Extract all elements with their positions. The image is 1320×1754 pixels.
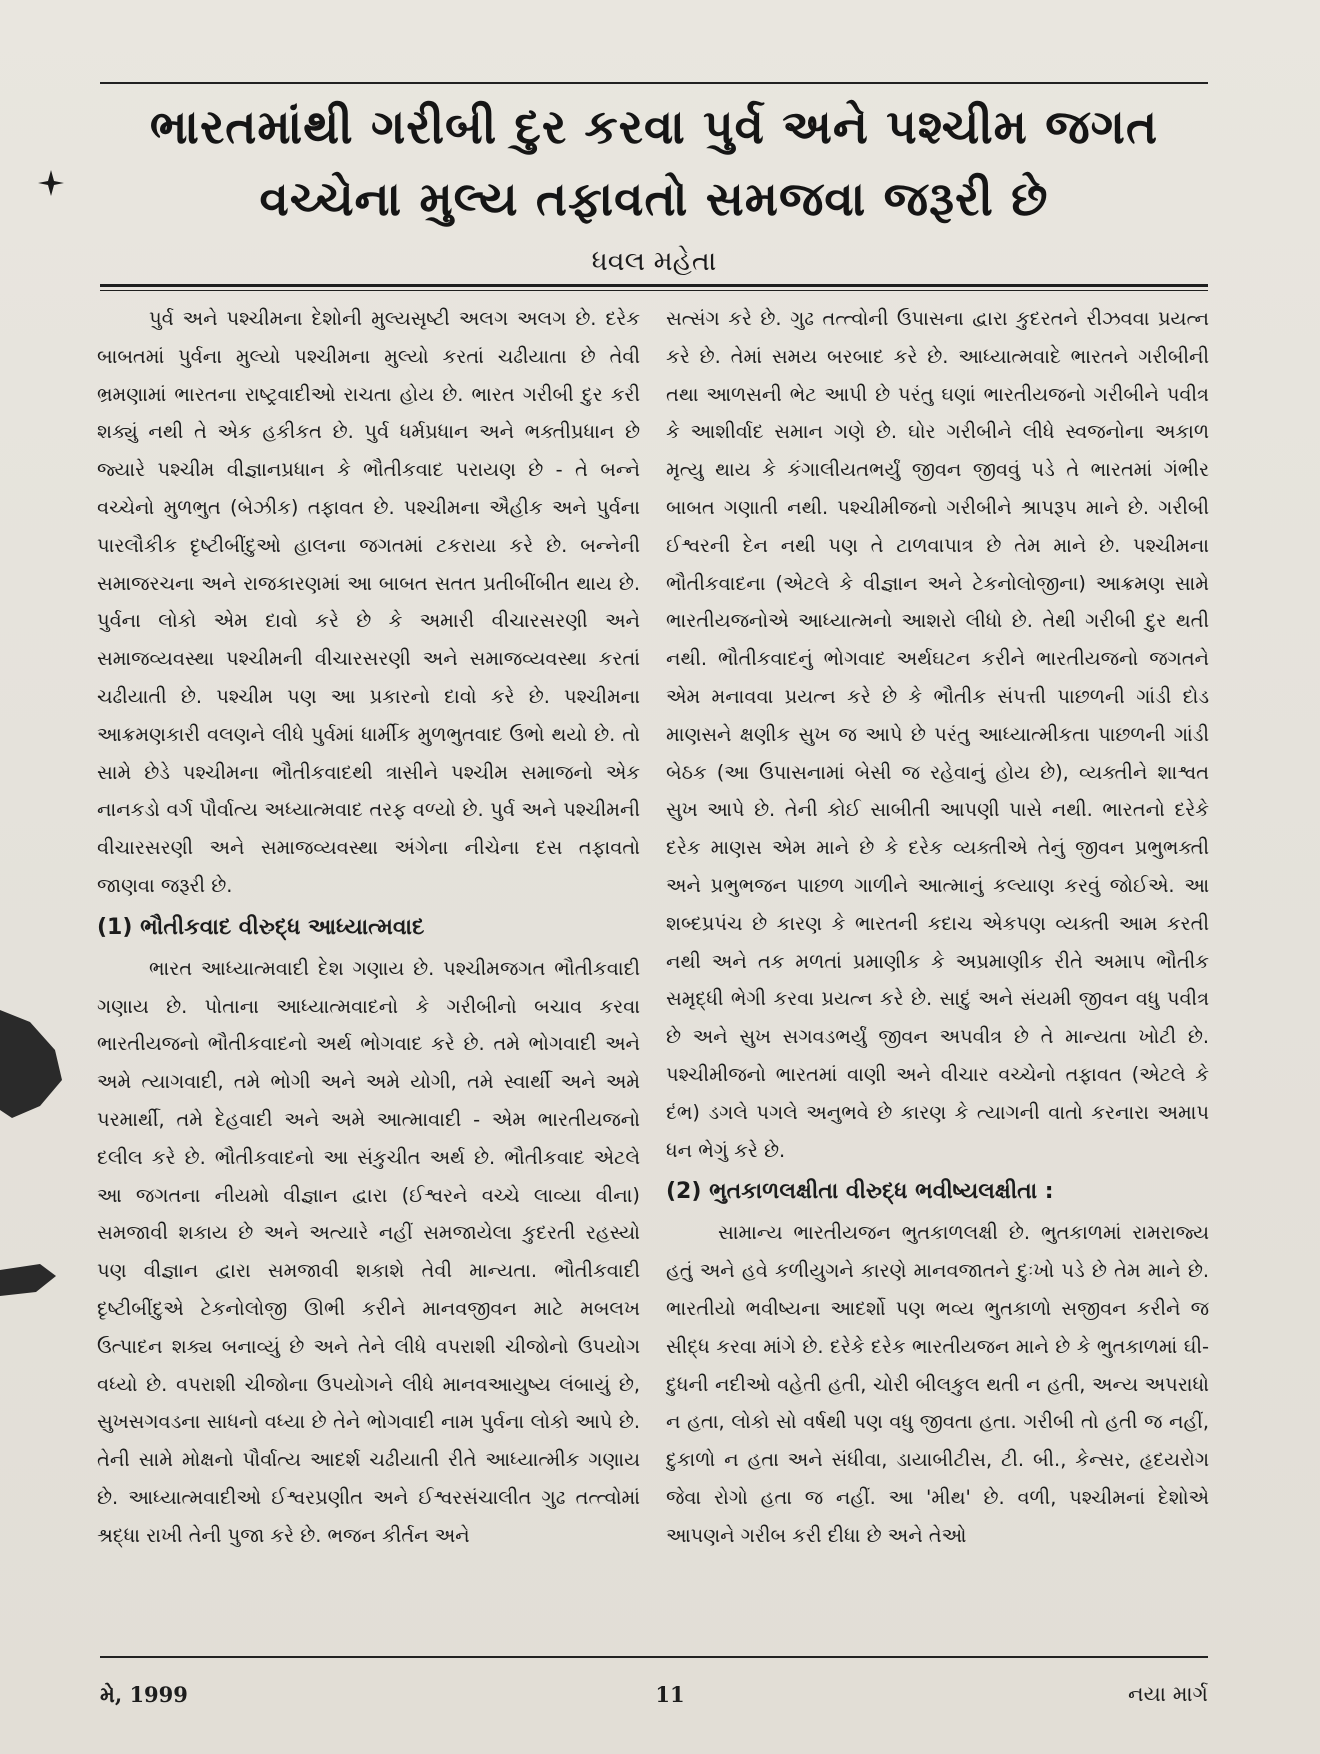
title-line-2: વચ્ચેના મુલ્ય તફાવતો સમજવા જરૂરી છે [259, 172, 1049, 227]
intro-paragraph: પુર્વ અને પશ્ચીમના દેશોની મુલ્યસૃષ્ટી અલગ અલગ છે. દરેક બાબતમાં પુર્વના મુલ્યો પશ્ચીમના મુલ્યો કરતાં ચઢીયાતા છે તેવી ભ્રમણામાં ભારતના રાષ્ટ્રવાદીઓ રાચતા હોય છે. ભારત ગરીબી દુર કરી શક્યું નથી તે એક હકીકત છે. પુર્વ ધર્મપ્રધાન અને ભક્તીપ્રધાન છે જ્યારે પશ્ચીમ વીજ્ઞાનપ્રધાન કે ભૌતીકવાદ પરાયણ છે - તે બન્ને વચ્ચેનો મુળભુત (બેઝીક) તફાવત છે. પશ્ચીમના ઐહીક અને પુર્વના પારલૌકીક દૃષ્ટીબીંદુઓ હાલના જગતમાં ટકરાયા કરે છે. બન્નેની સમાજરચના અને રાજકારણમાં આ બાબત સતત પ્રતીબીંબીત થાય છે. પુર્વના લોકો એમ દાવો કરે છે કે અમારી વીચારસરણી અને સમાજવ્યવસ્થા પશ્ચીમની વીચારસરણી અને સમાજવ્યવસ્થા કરતાં ચઢીયાતી છે. પશ્ચીમ પણ આ પ્રકારનો દાવો કરે છે. પશ્ચીમના આક્રમણકારી વલણને લીધે પુર્વમાં ધાર્મીક મુળભુતવાદ ઉભો થયો છે. તો સામે છેડે પશ્ચીમના ભૌતીકવાદથી ત્રાસીને પશ્ચીમ સમાજનો એક નાનકડો વર્ગ પૌર્વાત્ય અધ્યાત્મવાદ તરફ વળ્યો છે. પુર્વ અને પશ્ચીમની વીચારસરણી અને સમાજવ્યવસ્થા અંગેના નીચેના દસ તફાવતો જાણવા જરૂરી છે. [97, 307, 640, 897]
issue-date: મે, 1999 [100, 1682, 188, 1707]
page-number: 11 [655, 1682, 685, 1707]
margin-star-icon [36, 168, 66, 198]
header-rule-thin [100, 290, 1208, 291]
left-column [97, 300, 640, 1645]
section-1-paragraph: ભારત આધ્યાત્મવાદી દેશ ગણાય છે. પશ્ચીમજગત ભૌતીકવાદી ગણાય છે. પોતાના આધ્યાત્મવાદનો કે ગરીબીનો બચાવ કરવા ભારતીયજનો ભૌતીકવાદનો અર્થ ભોગવાદ કરે છે. તમે ભોગવાદી અને અમે ત્યાગવાદી, તમે ભોગી અને અમે યોગી, તમે સ્વાર્થી અને અમે પરમાર્થી, તમે દેહવાદી અને અમે આત્માવાદી - એમ ભારતીયજનો દલીલ કરે છે. ભૌતીકવાદનો આ સંકુચીત અર્થ છે. ભૌતીકવાદ એટલે આ જગતના નીયમો વીજ્ઞાન દ્વારા (ઈશ્વરને વચ્ચે લાવ્યા વીના) સમજાવી શકાય છે અને અત્યારે નહીં સમજાયેલા કુદરતી રહસ્યો પણ વીજ્ઞાન દ્વારા સમજાવી શકાશે તેવી માન્યતા. ભૌતીકવાદી દૃષ્ટીબીંદુએ ટેકનોલોજી ઊભી કરીને માનવજીવન માટે મબલખ ઉત્પાદન શક્ય બનાવ્યું છે અને તેને લીધે વપરાશી ચીજોનો ઉપયોગ વધ્યો છે. વપરાશી ચીજોના ઉપયોગને લીધે માનવઆયુષ્ય લંબાયું છે, સુખસગવડના સાધનો વધ્યા છે તેને ભોગવાદી નામ પુર્વના લોકો આપે છે. તેની સામે મોક્ષનો પૌર્વાત્ય આદર્શ ચઢીયાતી રીતે આધ્યાત્મીક ગણાય છે. આધ્યાત્મવાદીઓ ઈશ્વરપ્રણીત અને ઈશ્વરસંચાલીત ગુઢ તત્ત્વોમાં શ્રદ્ધા રાખી તેની પુજા કરે છે. ભજન કીર્તન અને [97, 956, 640, 1547]
footer-rule [100, 1656, 1208, 1658]
paper-tear-mark [0, 1010, 70, 1120]
right-column [666, 300, 1209, 1645]
paper-tear-mark-small [0, 1262, 60, 1302]
continued-paragraph: સત્સંગ કરે છે. ગુઢ તત્ત્વોની ઉપાસના દ્વારા કુદરતને રીઝવવા પ્રયત્ન કરે છે. તેમાં સમય બરબાદ કરે છે. આધ્યાત્મવાદે ભારતને ગરીબીની તથા આળસની ભેટ આપી છે પરંતુ ઘણાં ભારતીયજનો ગરીબીને પવીત્ર કે આશીર્વાદ સમાન ગણે છે. ઘોર ગરીબીને લીધે સ્વજનોના અકાળ મૃત્યુ થાય કે કંગાલીયતભર્યું જીવન જીવવું પડે તે ભારતમાં ગંભીર બાબત ગણાતી નથી. પશ્ચીમીજનો ગરીબીને શ્રાપરૂપ માને છે. ગરીબી ઈશ્વરની દેન નથી પણ તે ટાળવાપાત્ર છે તેમ માને છે. પશ્ચીમના ભૌતીકવાદના (એટલે કે વીજ્ઞાન અને ટેકનોલોજીના) આક્રમણ સામે ભારતીયજનોએ આધ્યાત્મનો આશરો લીધો છે. તેથી ગરીબી દુર થતી નથી. ભૌતીકવાદનું ભોગવાદ અર્થઘટન કરીને ભારતીયજનો જગતને એમ મનાવવા પ્રયત્ન કરે છે કે ભૌતીક સંપત્તી પાછળની ગાંડી દોડ માણસને ક્ષણીક સુખ જ આપે છે પરંતુ આધ્યાત્મીકતા પાછળની ગાંડી બેઠક (આ ઉપાસનામાં બેસી જ રહેવાનું હોય છે), વ્યક્તીને શાશ્વત સુખ આપે છે. તેની કોઈ સાબીતી આપણી પાસે નથી. ભારતનો દરેકે દરેક માણસ એમ માને છે કે દરેક વ્યક્તીએ તેનું જીવન પ્રભુભક્તી અને પ્રભુભજન પાછળ ગાળીને આત્માનું કલ્યાણ કરવું જોઈએ. આ શબ્દપ્રપંચ છે કારણ કે ભારતની કદાચ એકપણ વ્યક્તી આમ કરતી નથી અને તક મળતાં પ્રમાણીક કે અપ્રમાણીક રીતે અમાપ ભૌતીક સમૃદ્ધી ભેગી કરવા પ્રયત્ન કરે છે. સાદું અને સંયમી જીવન વધુ પવીત્ર છે અને સુખ સગવડભર્યું જીવન અપવીત્ર છે તે માન્યતા ખોટી છે. પશ્ચીમીજનો ભારતમાં વાણી અને વીચાર વચ્ચેનો તફાવત (એટલે કે દંભ) ડગલે પગલે અનુભવે છે કારણ કે ત્યાગની વાતો કરનારા અમાપ ધન ભેગું કરે છે. [666, 307, 1209, 1162]
title-line-1: ભારતમાંથી ગરીબી દુર કરવા પુર્વ અને પશ્ચીમ જગત [149, 100, 1159, 155]
author-byline: ધવલ મહેતા [591, 246, 717, 277]
section-heading-2: (2) ભુતકાળલક્ષીતા વીરુદ્ધ ભવીષ્યલક્ષીતા : [666, 1179, 1054, 1205]
header-rule-thick [100, 284, 1208, 287]
top-rule [100, 82, 1208, 84]
article-title [100, 92, 1208, 236]
section-heading-1: (1) ભૌતીકવાદ વીરુદ્ધ આધ્યાત્મવાદ [97, 914, 425, 940]
section-2-paragraph: સામાન્ય ભારતીયજન ભુતકાળલક્ષી છે. ભુતકાળમાં રામરાજ્ય હતું અને હવે કળીયુગને કારણે માનવજાતને દુઃખો પડે છે તેમ માને છે. ભારતીયો ભવીષ્યના આદર્શો પણ ભવ્ય ભુતકાળો સજીવન કરીને જ સીદ્ધ કરવા માંગે છે. દરેકે દરેક ભારતીયજન માને છે કે ભુતકાળમાં ઘી-દુધની નદીઓ વહેતી હતી, ચોરી બીલકુલ થતી ન હતી, અન્ય અપરાધો ન હતા, લોકો સો વર્ષથી પણ વધુ જીવતા હતા. ગરીબી તો હતી જ નહીં, દુકાળો ન હતા અને સંધીવા, ડાયાબીટીસ, ટી. બી., કેન્સર, હૃદયરોગ જેવા રોગો હતા જ નહીં. આ 'મીથ' છે. વળી, પશ્ચીમનાં દેશોએ આપણને ગરીબ કરી દીધા છે અને તેઓ [666, 1221, 1209, 1547]
magazine-name: નયા માર્ગ [1128, 1682, 1208, 1706]
